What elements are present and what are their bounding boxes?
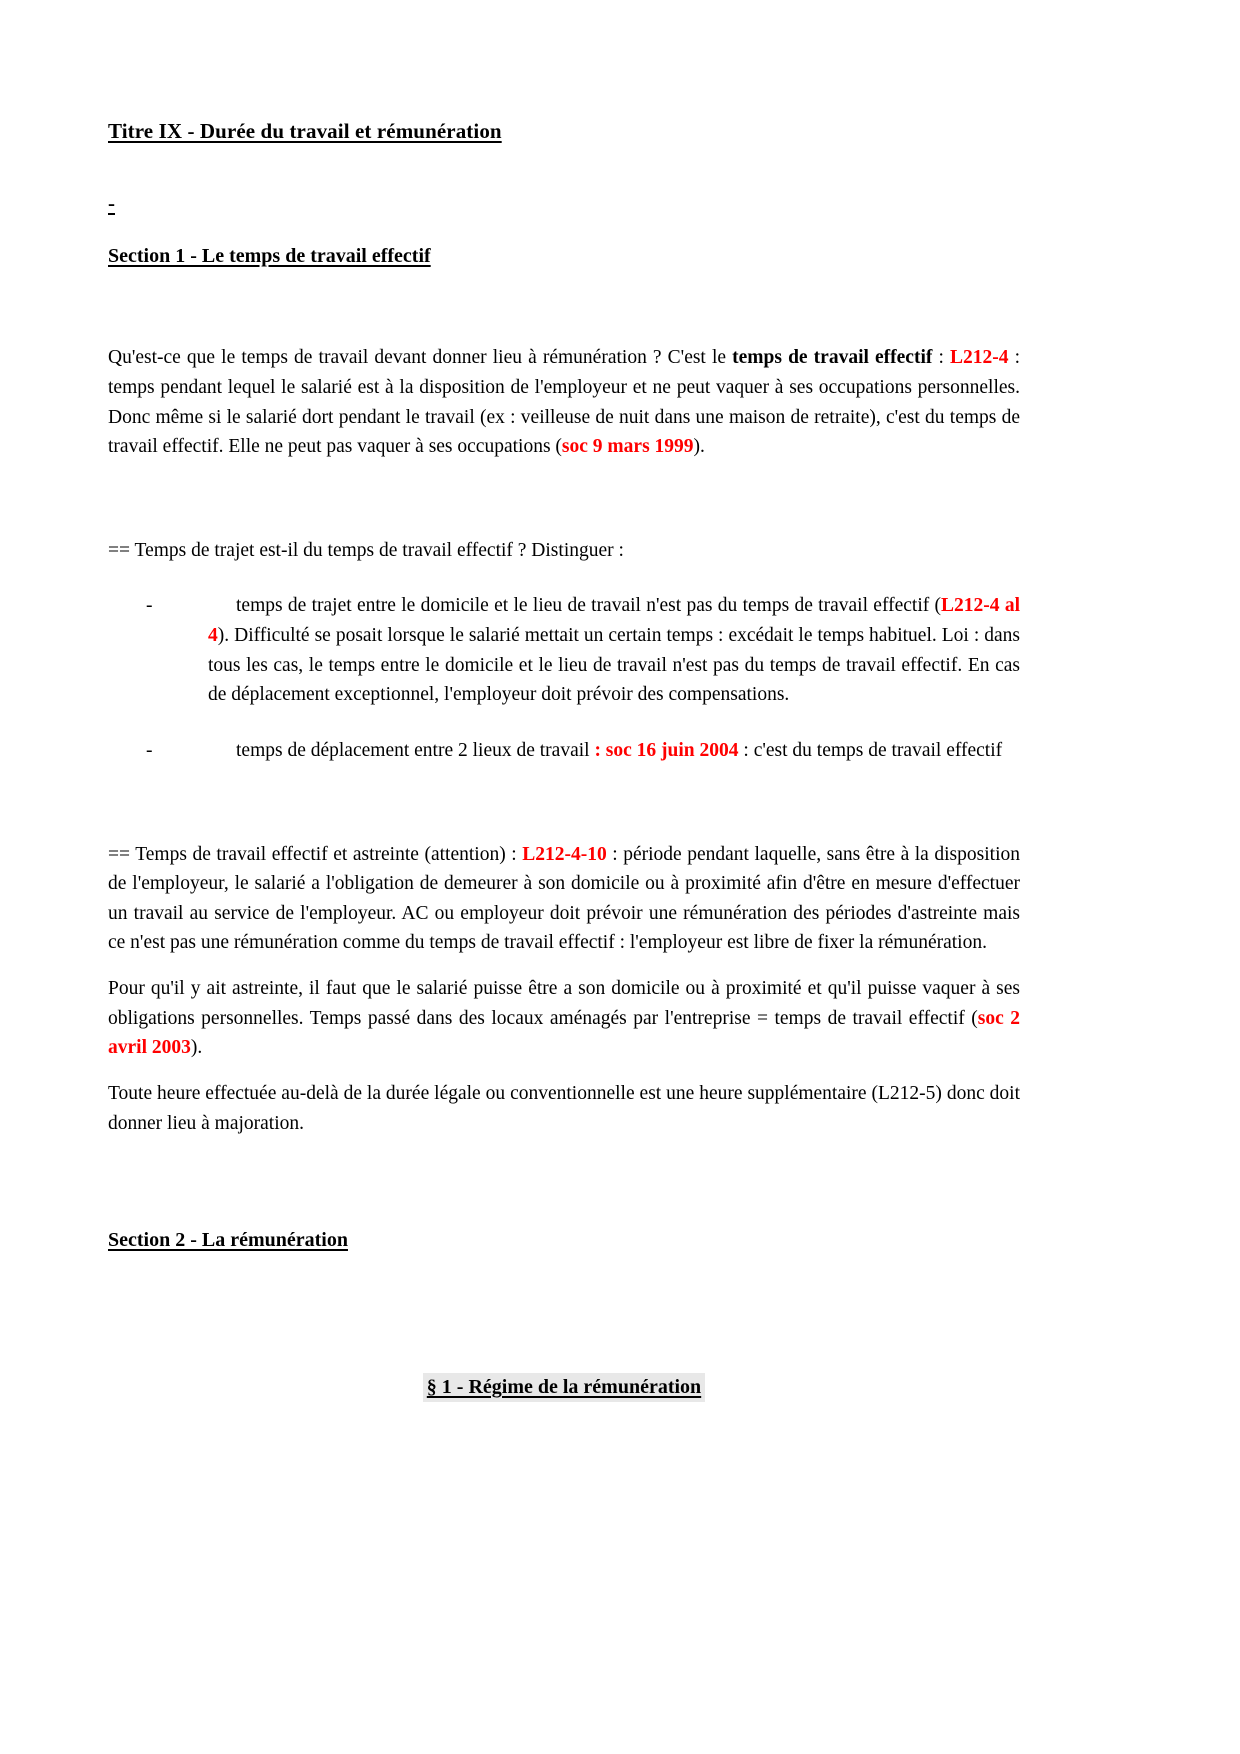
spacer <box>108 462 1020 536</box>
spacer <box>108 1327 1020 1353</box>
p4-text-1: Pour qu'il y ait astreinte, il faut que le salarié puisse être a son domicile ou à proximité et qu'il puisse vaquer à ses obligations personnelles. Temps passé dans des locaux aménagés par l'entreprise = temps de travail effectif ( <box>108 978 1020 1029</box>
spacer <box>108 766 1020 840</box>
dash-bullet-list <box>108 591 1020 765</box>
list-item-marker: - <box>146 595 153 617</box>
paragraph-heure-supplementaire <box>108 1079 1020 1138</box>
p3-text-2: : période pendant laquelle, sans être à la disposition de l'employeur, le salarié a l'obligation de demeurer à son domicile ou à proximité afin d'être en mesure d'effectuer un travail au service de l'employeur. AC ou employeur doit prévoir une rémunération des périodes d'astreinte mais ce n'est pas une rémunération comme du temps de travail effectif : l'employeur est libre de fixer la rémunération. <box>108 843 1020 954</box>
case-ref-soc-2-avril-2003: soc 2 avril 2003 <box>108 1007 1020 1059</box>
case-ref-soc-9-mars-1999: soc 9 mars 1999 <box>561 436 694 458</box>
spacer <box>108 1212 1020 1228</box>
spacer <box>108 269 1020 343</box>
p5-text-1: Toute heure effectuée au-delà de la durée légale ou conventionnelle est une heure supplémentaire (L212-5) donc doit donner lieu à majoration. <box>108 1082 1020 1134</box>
case-ref-soc-16-juin-2004: : soc 16 juin 2004 <box>594 739 739 761</box>
p4-text-2: ). <box>190 1037 203 1059</box>
spacer <box>108 958 1020 974</box>
section-1-heading: Section 1 - Le temps de travail effectif <box>108 245 431 268</box>
p1-text-4: ). <box>693 436 705 458</box>
p1-text-1: Qu'est-ce que le temps de travail devant donner lieu à rémunération ? C'est le <box>108 347 733 369</box>
legal-ref-l212-4-al-4: L212-4 al 4 <box>208 595 1021 647</box>
spacer <box>108 1063 1020 1079</box>
paragraph-temps-travail-effectif <box>108 343 1020 462</box>
paragraph-astreinte <box>108 840 1020 959</box>
section-2-heading: Section 2 - La rémunération <box>108 1229 348 1252</box>
paragraph-1-heading: § 1 - Régime de la rémunération <box>423 1373 705 1402</box>
p1-text-3: : temps pendant lequel le salarié est à la disposition de l'employeur et ne peut vaquer à ses occupations personnelles. Donc même si le salarié dort pendant le travail (ex : veilleuse de nuit dans une maison de retraite), c'est du temps de travail effectif. Elle ne peut pas vaquer à ses occupations ( <box>108 347 1021 458</box>
list-item <box>108 591 1020 710</box>
spacer <box>108 1253 1020 1327</box>
bullet-1-text-2: ). Difficulté se posait lorsque le salarié mettait un certain temps : excédait le temps habituel. Loi : dans tous les cas, le temps entre le domicile et le lieu de travail n'est pas du temps de travail effectif. En cas de déplacement exceptionnel, l'employeur doit prévoir des compensations. <box>208 625 1020 706</box>
bullet-2-text-1: temps de déplacement entre 2 lieux de travail <box>236 739 595 761</box>
paragraph-temps-de-trajet-question <box>108 536 1020 566</box>
spacer <box>108 1138 1020 1212</box>
document-content <box>108 118 1020 1422</box>
paragraph-astreinte-conditions <box>108 974 1020 1063</box>
p3-text-1: == Temps de travail effectif et astreinte (attention) : <box>108 843 523 865</box>
bullet-2-text-2: : c'est du temps de travail effectif <box>738 739 1003 761</box>
legal-ref-l212-4-10: L212-4-10 <box>522 843 607 865</box>
list-item-marker: - <box>146 739 153 761</box>
spacer <box>108 565 1020 591</box>
page-title: Titre IX - Durée du travail et rémunération <box>108 119 502 143</box>
title-dash-separator: - <box>108 191 115 216</box>
legal-ref-l212-4: L212-4 <box>950 347 1009 369</box>
p2-text-1: == Temps de trajet est-il du temps de travail effectif ? Distinguer : <box>108 539 624 561</box>
list-item <box>108 736 1020 766</box>
bullet-1-text-1: temps de trajet entre le domicile et le lieu de travail n'est pas du temps de travail effectif ( <box>236 595 942 617</box>
p1-bold-temps-travail-effectif: temps de travail effectif <box>732 347 933 369</box>
paragraph-heading-wrapper <box>108 1353 1020 1422</box>
p1-text-2: : <box>932 347 950 369</box>
